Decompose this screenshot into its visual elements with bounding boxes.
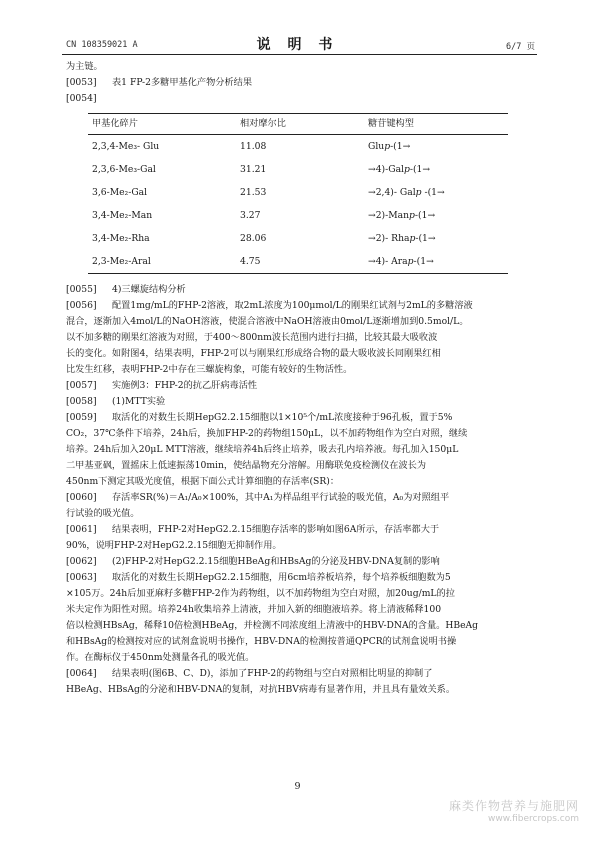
table-cell: 21.53 [240,186,267,198]
paragraph-0056 [66,298,536,314]
table-header-row [88,114,508,135]
methylation-table [88,113,508,274]
table-caption: 表1 FP-2多糖甲基化产物分析结果 [112,77,253,88]
text-line: 以不加多糖的刚果红溶液为对照，于400～800nm波长范围内进行扫描，比较其最大吸收波 [66,332,438,343]
paragraph-number: [0062] [66,556,97,567]
text-line: 取活化的对数生长期HepG2.2.15细胞，用6cm培养板培养，每个培养板细胞数为5 [112,572,451,583]
text-line: 米夫定作为阳性对照。培养24h收集培养上清液，并加入新的细胞液培养。将上清液稀释100 [66,604,442,615]
section-heading: (1)MTT实验 [112,396,166,407]
paragraph-number: [0061] [66,524,97,535]
watermark [449,797,579,824]
text-line: 长的变化。如附图4，结果表明，FHP-2可以与刚果红形成络合物的最大吸收波长同刚果红相 [66,348,441,359]
paragraph-0053 [66,75,536,91]
paragraph-0057 [66,378,536,394]
paragraph-0055 [66,282,536,298]
table-header-cell: 甲基化碎片 [88,114,236,135]
table-cell: Glu𝑝-(1→ [368,140,411,152]
text-line: CO₂，37℃条件下培养，24h后，换加FHP-2的药物组150μL，以不加药物组作为空白对照，继续 [66,428,468,439]
text-line: 作。在酶标仪于450nm处测量各孔的吸光值。 [66,652,255,663]
paragraph-0062 [66,554,536,570]
document-body [66,59,536,698]
paragraph-0064 [66,666,536,682]
text-line: 培养。24h后加入20μL MTT溶液，继续培养4h后终止培养，吸去孔内培养液。每孔加入150μL [66,444,459,455]
table-cell: →2,4)- Gal𝑝 -(1→ [368,186,445,198]
table-cell: 3,4-Me₂-Rha [92,232,150,244]
text-line: 结果表明(图6B、C、D)，添加了FHP-2的药物组与空白对照相比明显的抑制了 [112,668,433,679]
paragraph-number: [0055] [66,284,97,295]
text-line: 比发生红移，表明FHP-2中存在三螺旋构象，可能有较好的生物活性。 [66,364,353,375]
watermark-url: www.fibercrops.com [488,814,579,824]
table-header-cell: 相对摩尔比 [236,114,364,135]
table-row [88,250,508,274]
text-line: 混合，逐渐加入4mol/L的NaOH溶液，使混合溶液中NaOH溶液由0mol/L逐渐增加到0.5mol/L。 [66,316,469,327]
paragraph-0060 [66,490,536,506]
text-line: 倍以检测HBsAg，稀释10倍检测HBeAg，并检测不同浓度组上清液中的HBV-DNA的含量。HBeAg [66,620,479,631]
table-cell: 28.06 [240,232,267,244]
table-cell: →4)-Gal𝑝-(1→ [368,163,431,175]
text-line: 取活化的对数生长期HepG2.2.15细胞以1×10⁵个/mL浓度接种于96孔板，置于5% [112,412,453,423]
table-cell: →4)- Ara𝑝-(1→ [364,250,508,274]
table-cell: 3,6-Me₂-Gal [92,186,148,198]
paragraph-number: [0060] [66,492,97,503]
paragraph-number: [0056] [66,300,97,311]
paragraph-number: [0063] [66,572,97,583]
document-title: 说 明 书 [256,37,339,53]
patent-number: CN 108359021 A [66,40,138,50]
table-cell: 2,3-Me₂-Aral [88,250,236,274]
table-cell: 2,3,6-Me₃-Gal [92,163,156,175]
text-line: 结果表明，FHP-2对HepG2.2.15细胞存活率的影响如图6A所示，存活率都大于 [112,524,440,535]
table-cell: →2)- Rha𝑝-(1→ [368,232,436,244]
text-line: 90%，说明FHP-2对HepG2.2.15细胞无抑制作用。 [66,540,282,551]
text-line: 存活率SR(%)＝A₁/A₀×100%，其中A₁为样品组平行试验的吸光值，A₀为对照组平 [112,492,450,503]
text-line: 二甲基亚砜，置摇床上低速振荡10min，使结晶物充分溶解。用酶联免疫检测仪在波长为 [66,460,427,471]
table-cell: 3,4-Me₂-Man [92,209,153,221]
paragraph-number: [0058] [66,396,97,407]
table-cell: 4.75 [236,250,364,274]
table-row [88,204,508,227]
table-row [88,158,508,181]
paragraph-number: [0057] [66,380,97,391]
text-line: 行试验的吸光值。 [66,508,140,519]
paragraph-0063 [66,570,536,586]
paragraph-number: [0054] [66,93,97,104]
text-line: 450nm下测定其吸光度值，根据下面公式计算细胞的存活率(SR)： [66,476,340,487]
text-line: 配置1mg/mL的FHP-2溶液，取2mL浓度为100μmol/L的刚果红试剂与2mL的多糖溶液 [112,300,473,311]
paragraph-0059 [66,410,536,426]
table-cell: 2,3,4-Me₃- Glu [92,140,160,152]
paragraph-0054 [66,91,536,107]
section-heading: 4)三螺旋结构分析 [112,284,186,295]
paragraph-0058 [66,394,536,410]
text-line: HBeAg、HBsAg的分泌和HBV-DNA的复制，对抗HBV病毒有显著作用，并且具有量效关系。 [66,684,456,695]
table-row [88,227,508,250]
table-row [88,135,508,159]
table-cell: 31.21 [240,163,267,175]
watermark-text: 麻类作物营养与施肥网 [448,799,579,813]
text-line: 和HBsAg的检测按对应的试剂盒说明书操作，HBV-DNA的检测按普通QPCR的试剂盒说明书操 [66,636,457,647]
text-line: 为主链。 [66,61,103,72]
table-row [88,181,508,204]
table-cell: →2)-Man𝑝-(1→ [368,209,436,221]
paragraph-number: [0064] [66,668,97,679]
section-heading: (2)FHP-2对HepG2.2.15细胞HBeAg和HBsAg的分泌及HBV-DNA复制的影响 [112,556,440,567]
table-cell: 3.27 [240,209,261,221]
paragraph-number: [0053] [66,77,97,88]
section-heading: 实施例3：FHP-2的抗乙肝病毒活性 [112,380,258,391]
table-header-cell: 糖苷键构型 [364,114,508,135]
paragraph-0061 [66,522,536,538]
table-cell: 11.08 [240,140,267,152]
page-of-indicator: 6/7 页 [506,42,535,52]
text-line: ×105万。24h后加亚麻籽多糖FHP-2作为药物组，以不加药物组为空白对照，加20ug/mL的拉 [66,588,455,599]
paragraph-number: [0059] [66,412,97,423]
header-rule [62,54,537,55]
page-number: 9 [294,781,301,792]
